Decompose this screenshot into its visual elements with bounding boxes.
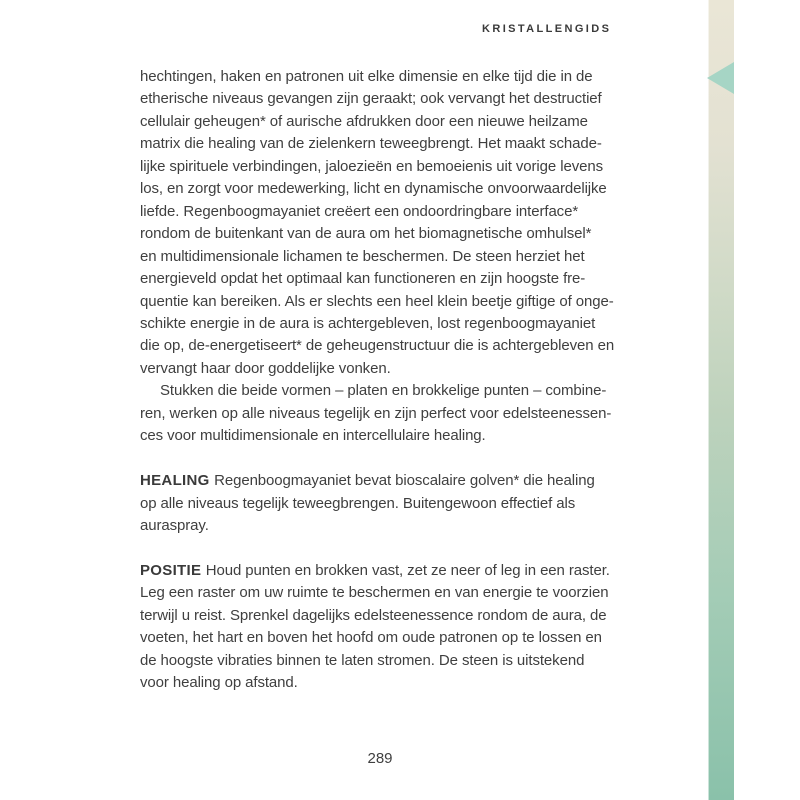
text-line: ces voor multidimensionale en intercellulaire healing. <box>140 427 486 445</box>
positie-section-label: POSITIE <box>140 561 202 579</box>
text-line: rondom de buitenkant van de aura om het biomagnetische omhulsel* <box>140 225 592 243</box>
text-line: hechtingen, haken en patronen uit elke dimensie en elke tijd die in de <box>140 68 593 85</box>
text-line: vervangt haar door goddelijke vonken. <box>140 359 391 377</box>
text-line <box>140 560 670 582</box>
text-line: quentie kan bereiken. Als er slechts een heel klein beetje giftige of onge- <box>140 292 614 310</box>
paragraph-forms <box>140 380 670 447</box>
text-line: etherische niveaus gevangen zijn geraakt; ook vervangt het destructief <box>140 90 602 108</box>
text-line: energieveld opdat het optimaal kan functioneren en zijn hoogste fre- <box>140 270 586 288</box>
healing-section <box>140 470 670 537</box>
text-run: Regenboogmayaniet bevat bioscalaire golven* die healing <box>214 472 595 490</box>
text-line: lijke spirituele verbindingen, jaloezieën en bemoeienis uit vorige levens <box>140 157 603 175</box>
text-line: auraspray. <box>140 517 209 535</box>
paragraph-properties <box>140 66 670 380</box>
text-line: matrix die healing van de zielenkern teweegbrengt. Het maakt schade- <box>140 135 602 153</box>
text-line: liefde. Regenboogmayaniet creëert een ondoordringbare interface* <box>140 202 579 220</box>
page-number: 289 <box>367 750 393 767</box>
text-line: voeten, het hart en boven het hoofd om oude patronen op te lossen en <box>140 629 602 647</box>
text-line: voor healing op afstand. <box>140 674 298 692</box>
text-line: cellulair geheugen* of aurische afdrukken door een nieuwe heilzame <box>140 112 588 130</box>
positie-section <box>140 560 670 695</box>
text-line: de hoogste vibraties binnen te laten stromen. De steen is uitstekend <box>140 651 585 669</box>
text-line: Leg een raster om uw ruimte te beschermen en van energie te voorzien <box>140 584 609 602</box>
text-line <box>140 470 670 492</box>
text-line: die op, de-energetiseert* de geheugenstructuur die is achtergebleven en <box>140 337 615 355</box>
healing-section-label: HEALING <box>140 472 210 490</box>
page-edge-gradient <box>708 0 734 800</box>
text-line: op alle niveaus tegelijk teweegbrengen. Buitengewoon effectief als <box>140 494 576 512</box>
text-line: Stukken die beide vormen – platen en brokkelige punten – combine- <box>160 382 607 400</box>
text-column <box>140 66 670 695</box>
text-run: Houd punten en brokken vast, zet ze neer of leg in een raster. <box>205 561 610 579</box>
text-line: en multidimensionale lichamen te beschermen. De steen herziet het <box>140 247 585 265</box>
running-head-title: KRISTALLENGIDS <box>482 23 612 35</box>
text-line: schikte energie in de aura is achtergebleven, lost regenboogmayaniet <box>140 314 596 332</box>
text-line: ren, werken op alle niveaus tegelijk en zijn perfect voor edelsteenessen- <box>140 404 612 422</box>
text-line: terwijl u reist. Sprenkel dagelijks edelsteenessence rondom de aura, de <box>140 606 607 624</box>
text-line: los, en zorgt voor medewerking, licht en dynamische onvoorwaardelijke <box>140 180 607 198</box>
section-marker-triangle-icon <box>707 62 734 94</box>
